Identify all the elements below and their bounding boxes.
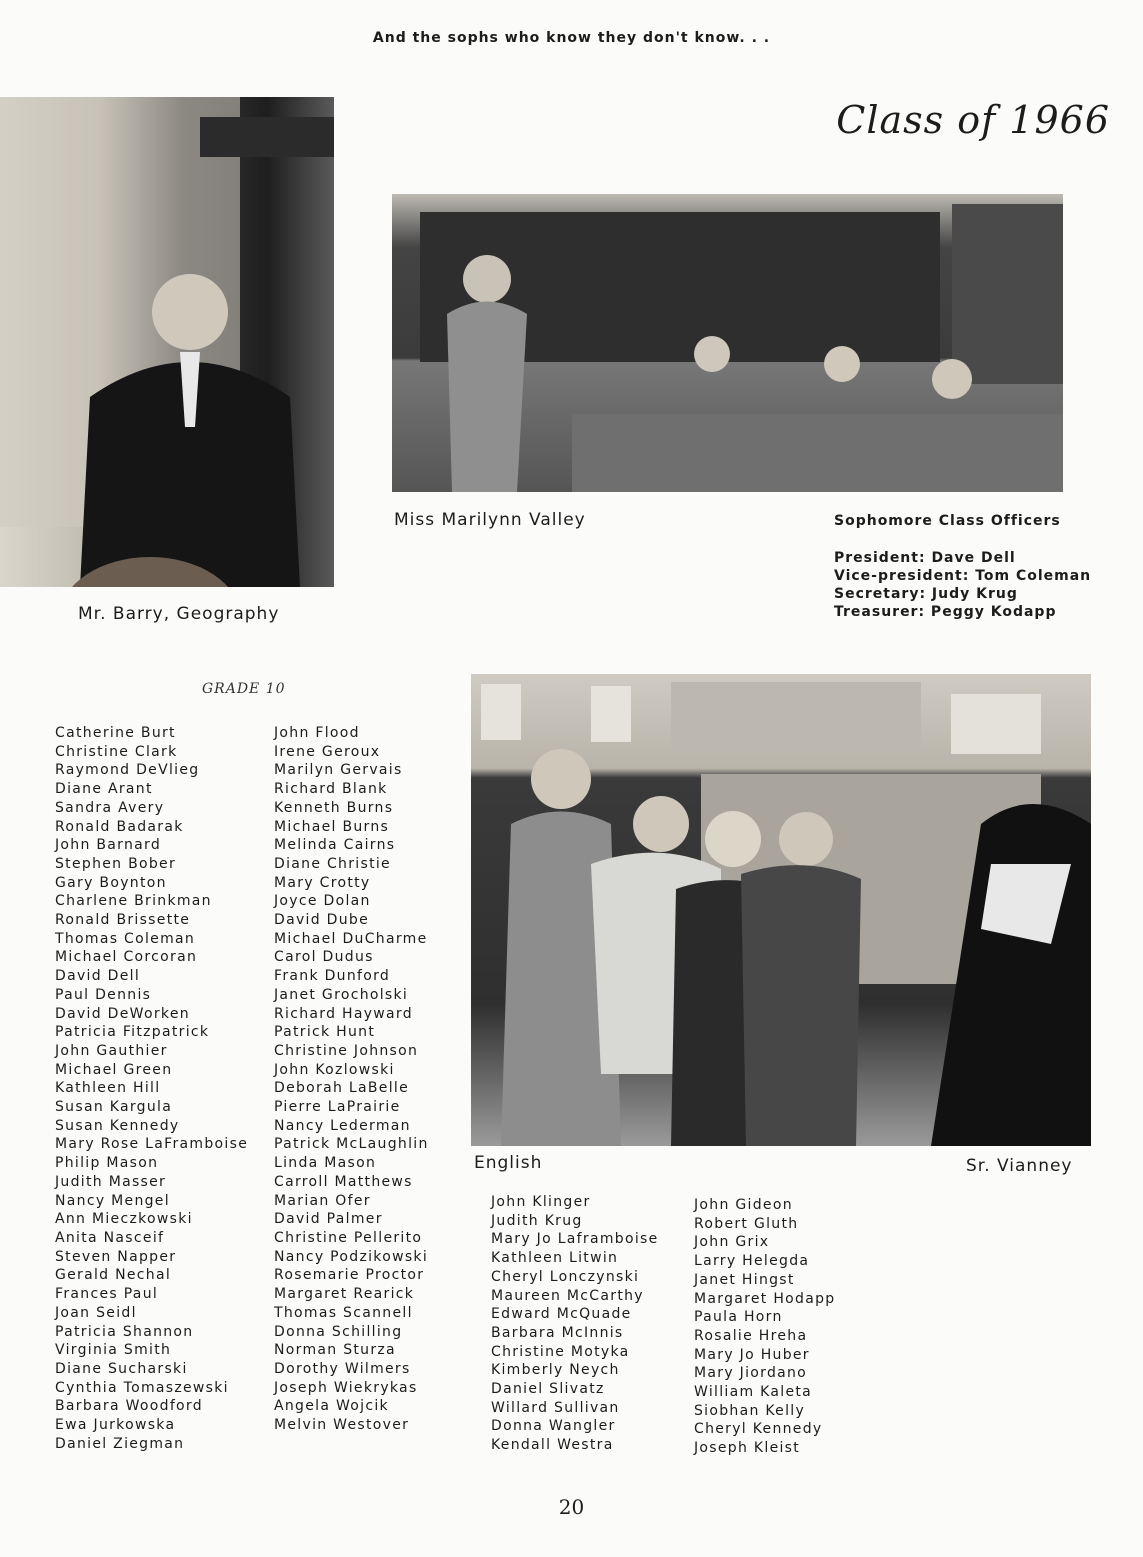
names-column-2 [274, 724, 429, 1435]
page-number: 20 [558, 1495, 585, 1519]
list-item: Stephen Bober [55, 855, 177, 872]
list-item: Joseph Kleist [694, 1440, 801, 1457]
list-item: Nancy Mengel [55, 1192, 170, 1209]
list-item: Edward McQuade [491, 1306, 632, 1323]
list-item: Angela Wojcik [274, 1398, 389, 1415]
photo-english [471, 674, 1091, 1146]
list-item: Frances Paul [55, 1286, 159, 1303]
list-item: Pierre LaPrairie [274, 1099, 401, 1116]
list-item: Thomas Scannell [274, 1304, 413, 1321]
names-column-3 [491, 1193, 659, 1455]
list-item: Patrick McLaughlin [274, 1136, 429, 1153]
list-item: Charlene Brinkman [55, 893, 212, 910]
page-title: Class of 1966 [836, 98, 1110, 142]
officer-president: President: Dave Dell [834, 550, 1016, 566]
list-item: William Kaleta [694, 1384, 813, 1401]
list-item: John Gideon [694, 1197, 793, 1213]
list-item: Deborah LaBelle [274, 1080, 409, 1097]
list-item: Richard Hayward [274, 1005, 413, 1022]
list-item: Paul Dennis [55, 986, 152, 1003]
list-item: Richard Blank [274, 781, 388, 798]
caption-classroom: Miss Marilynn Valley [394, 510, 586, 530]
list-item: Nancy Lederman [274, 1117, 411, 1134]
list-item: Catherine Burt [55, 725, 176, 741]
list-item: John Gauthier [55, 1042, 168, 1059]
list-item: Maureen McCarthy [491, 1287, 644, 1304]
list-item: Sandra Avery [55, 799, 165, 816]
list-item: Janet Grocholski [274, 986, 409, 1003]
list-item: Cynthia Tomaszewski [55, 1379, 229, 1396]
list-item: Susan Kargula [55, 1099, 173, 1116]
list-item: Barbara McInnis [491, 1324, 624, 1341]
list-item: Mary Jo Laframboise [491, 1231, 659, 1248]
caption-english: English [474, 1153, 543, 1173]
list-item: Marian Ofer [274, 1192, 371, 1209]
list-item: Irene Geroux [274, 743, 381, 760]
caption-sr-vianney: Sr. Vianney [966, 1156, 1073, 1176]
list-item: Patricia Fitzpatrick [55, 1024, 210, 1041]
list-item: Daniel Ziegman [55, 1435, 185, 1452]
photo-geography [0, 97, 334, 587]
list-item: John Barnard [55, 837, 162, 854]
list-item: Kimberly Neych [491, 1362, 620, 1379]
list-item: Joseph Wiekrykas [274, 1379, 418, 1396]
list-item: Barbara Woodford [55, 1398, 203, 1415]
english-photo-figure [471, 674, 1091, 1146]
officers-heading: Sophomore Class Officers [834, 513, 1061, 529]
list-item: David Palmer [274, 1211, 383, 1228]
grade-label: GRADE 10 [202, 681, 286, 697]
list-item: Kathleen Hill [55, 1080, 161, 1097]
list-item: Michael Corcoran [55, 949, 198, 966]
list-item: Philip Mason [55, 1155, 159, 1172]
list-item: Gerald Nechal [55, 1267, 172, 1284]
list-item: Ronald Brissette [55, 912, 191, 929]
list-item: John Grix [694, 1234, 770, 1251]
names-column-4 [694, 1196, 835, 1458]
list-item: Patrick Hunt [274, 1024, 376, 1041]
list-item: Rosalie Hreha [694, 1327, 808, 1344]
list-item: Diane Arant [55, 781, 153, 798]
list-item: Joyce Dolan [274, 893, 371, 910]
list-item: Paula Horn [694, 1309, 783, 1326]
list-item: Norman Sturza [274, 1342, 396, 1359]
list-item: Michael Green [55, 1061, 173, 1078]
list-item: David DeWorken [55, 1005, 190, 1022]
list-item: Melinda Cairns [274, 837, 396, 854]
list-item: Michael DuCharme [274, 930, 428, 947]
list-item: Nancy Podzikowski [274, 1248, 429, 1265]
list-item: Michael Burns [274, 818, 390, 835]
list-item: Susan Kennedy [55, 1117, 180, 1134]
list-item: John Flood [274, 725, 360, 741]
list-item: Cheryl Kennedy [694, 1421, 823, 1438]
list-item: Gary Boynton [55, 874, 167, 891]
list-item: Virginia Smith [55, 1342, 172, 1359]
list-item: Margaret Hodapp [694, 1290, 836, 1307]
list-item: Donna Schilling [274, 1323, 403, 1340]
list-item: Steven Napper [55, 1248, 177, 1265]
list-item: Marilyn Gervais [274, 762, 403, 779]
list-item: Joan Seidl [55, 1304, 137, 1321]
names-column-1 [55, 724, 248, 1453]
list-item: Judith Masser [55, 1173, 167, 1190]
list-item: Siobhan Kelly [694, 1402, 806, 1419]
list-item: John Kozlowski [274, 1061, 395, 1078]
officer-secretary: Secretary: Judy Krug [834, 586, 1018, 602]
list-item: Thomas Coleman [55, 930, 196, 947]
list-item: Christine Clark [55, 743, 178, 760]
list-item: Ewa Jurkowska [55, 1417, 176, 1434]
list-item: Diane Sucharski [55, 1360, 188, 1377]
caption-geography: Mr. Barry, Geography [78, 604, 280, 624]
list-item: Christine Motyka [491, 1343, 630, 1360]
list-item: Cheryl Lonczynski [491, 1268, 640, 1285]
list-item: Diane Christie [274, 855, 391, 872]
list-item: Christine Johnson [274, 1042, 419, 1059]
list-item: Dorothy Wilmers [274, 1360, 411, 1377]
list-item: Robert Gluth [694, 1215, 799, 1232]
list-item: Patricia Shannon [55, 1323, 194, 1340]
list-item: Linda Mason [274, 1155, 377, 1172]
photo-classroom [392, 194, 1063, 492]
list-item: Daniel Slivatz [491, 1381, 605, 1398]
list-item: Ronald Badarak [55, 818, 184, 835]
page-tagline: And the sophs who know they don't know. . . [372, 30, 771, 46]
officers-list [834, 549, 1091, 621]
list-item: Ann Mieczkowski [55, 1211, 193, 1228]
officer-treasurer: Treasurer: Peggy Kodapp [834, 604, 1057, 620]
geography-photo-figure [0, 97, 334, 587]
list-item: David Dell [55, 968, 141, 985]
list-item: Judith Krug [491, 1212, 583, 1229]
list-item: Frank Dunford [274, 968, 391, 985]
list-item: Kendall Westra [491, 1437, 614, 1454]
list-item: Melvin Westover [274, 1417, 410, 1434]
list-item: Anita Nasceif [55, 1229, 165, 1246]
list-item: Kathleen Litwin [491, 1250, 619, 1267]
officer-vice-president: Vice-president: Tom Coleman [834, 568, 1092, 584]
list-item: Kenneth Burns [274, 799, 394, 816]
list-item: Margaret Rearick [274, 1286, 415, 1303]
list-item: Willard Sullivan [491, 1399, 620, 1416]
list-item: David Dube [274, 912, 370, 929]
classroom-photo-figure [392, 194, 1063, 492]
list-item: Janet Hingst [694, 1271, 795, 1288]
list-item: Carol Dudus [274, 949, 374, 966]
list-item: Mary Jo Huber [694, 1346, 810, 1363]
list-item: Mary Rose LaFramboise [55, 1136, 249, 1153]
list-item: Larry Helegda [694, 1253, 810, 1270]
list-item: John Klinger [491, 1194, 591, 1210]
list-item: Carroll Matthews [274, 1173, 413, 1190]
list-item: Raymond DeVlieg [55, 762, 200, 779]
list-item: Mary Crotty [274, 874, 371, 891]
list-item: Mary Jiordano [694, 1365, 808, 1382]
list-item: Donna Wangler [491, 1418, 616, 1435]
list-item: Rosemarie Proctor [274, 1267, 425, 1284]
list-item: Christine Pellerito [274, 1229, 423, 1246]
